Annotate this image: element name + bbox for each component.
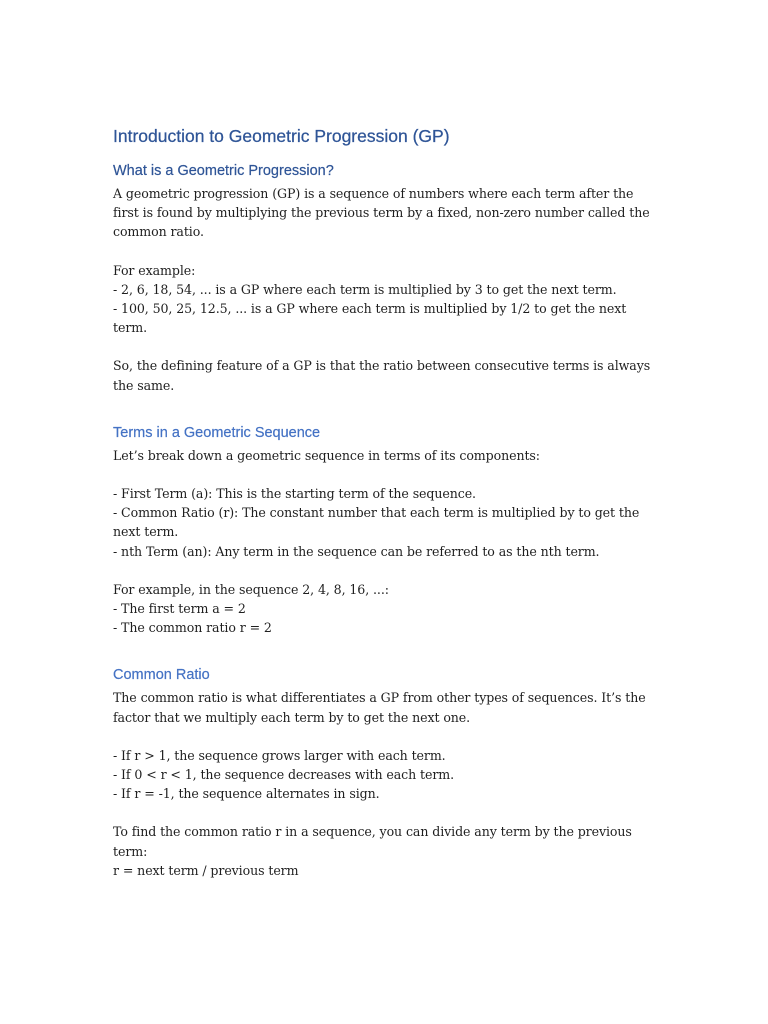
section-terms xyxy=(113,423,656,638)
section-spacer xyxy=(113,395,656,423)
section-heading-common-ratio: Common Ratio xyxy=(113,667,210,684)
paragraph-ratio-cases: - If r > 1, the sequence grows larger with each term. - If 0 < r < 1, the sequence decreases with each term. - If r = -1, the sequence alternates in sign. xyxy=(113,747,454,802)
paragraph-terms-intro: Let’s break down a geometric sequence in terms of its components: xyxy=(113,447,540,463)
section-common-ratio xyxy=(113,665,656,880)
paragraph-spacer xyxy=(113,242,656,261)
section-spacer xyxy=(113,637,656,665)
paragraph-definition: A geometric progression (GP) is a sequence of numbers where each term after the first is found by multiplying the previous term by a fixed, non-zero number called the common ratio. xyxy=(113,186,650,240)
section-what-is-gp xyxy=(113,161,656,395)
paragraph-ratio-formula: To find the common ratio r in a sequence, you can divide any term by the previous term: r = next term / previous term xyxy=(113,824,632,878)
paragraph-spacer xyxy=(113,337,656,356)
section-heading-what-is-gp: What is a Geometric Progression? xyxy=(113,163,334,179)
paragraph-terms-list: - First Term (a): This is the starting term of the sequence. - Common Ratio (r): The constant number that each term is multiplied by to get the next term. - nth Term (an): Any term in the sequence can be referred to as the nth term. xyxy=(113,486,640,559)
paragraph-ratio-intro: The common ratio is what differentiates a GP from other types of sequences. It’s the factor that we multiply each term by to get the next one. xyxy=(113,690,646,725)
paragraph-spacer xyxy=(113,727,656,746)
document-title: Introduction to Geometric Progression (GP) xyxy=(113,126,450,146)
paragraph-defining-feature: So, the defining feature of a GP is that the ratio between consecutive terms is always the same. xyxy=(113,358,651,393)
paragraph-spacer xyxy=(113,465,656,484)
paragraph-examples: For example: - 2, 6, 18, 54, ... is a GP where each term is multiplied by 3 to get the next term. - 100, 50, 25, 12.5, ... is a GP where each term is multiplied by 1/2 to get the next term. xyxy=(113,262,627,336)
paragraph-spacer xyxy=(113,561,656,580)
paragraph-spacer xyxy=(113,803,656,822)
section-heading-terms: Terms in a Geometric Sequence xyxy=(113,424,321,441)
paragraph-terms-example: For example, in the sequence 2, 4, 8, 16, ...: - The first term a = 2 - The common ratio r = 2 xyxy=(113,581,389,636)
